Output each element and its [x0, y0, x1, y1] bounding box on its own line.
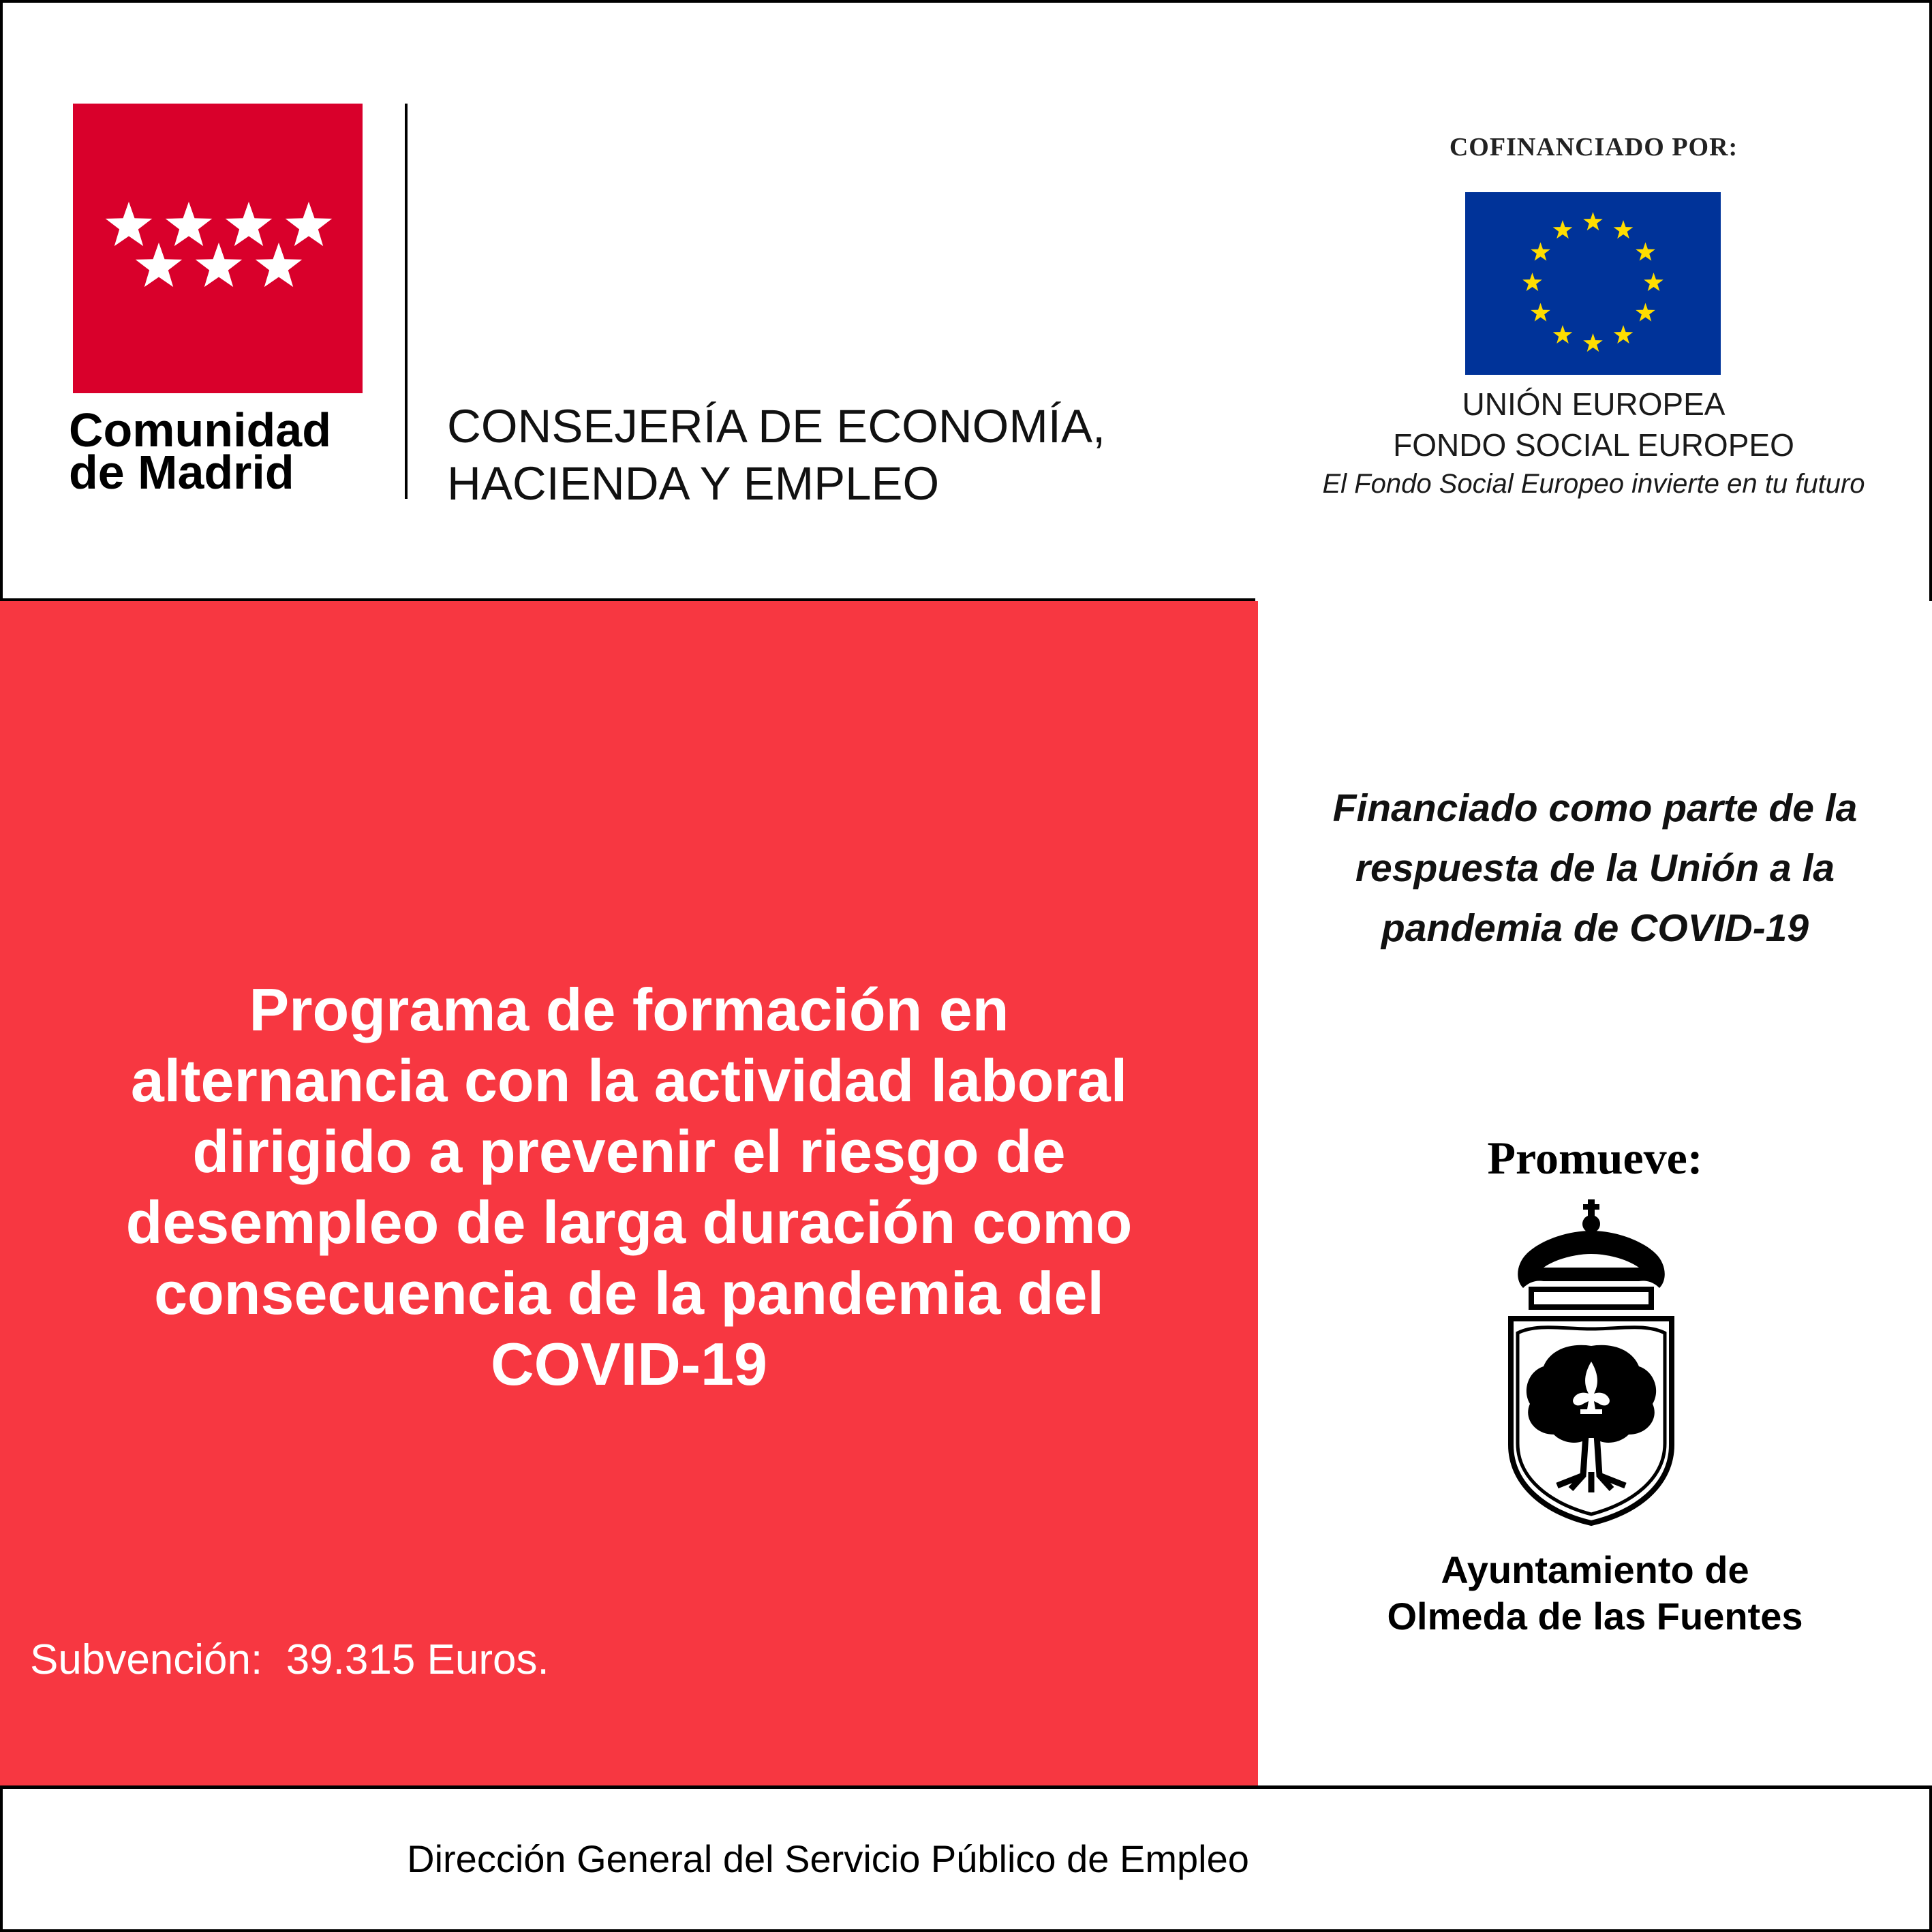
comunidad-madrid-header	[0, 0, 1258, 601]
ayuntamiento-name	[1258, 1547, 1932, 1640]
seven-stars-icon	[73, 104, 363, 393]
promueve-label: Promueve:	[1487, 1132, 1703, 1184]
cofinanciado-label: COFINANCIADO POR:	[1449, 133, 1738, 162]
consejeria-line2: HACIENDA Y EMPLEO	[447, 457, 940, 510]
programa-line: dirigido a prevenir el riesgo de	[192, 1118, 1066, 1185]
ayuntamiento-coat-of-arms-icon	[1503, 1199, 1680, 1527]
programa-line: alternancia con la actividad laboral	[130, 1047, 1128, 1114]
direccion-general: Dirección General del Servicio Público de Empleo	[407, 1837, 1249, 1880]
ayuntamiento-line2: Olmeda de las Fuentes	[1387, 1595, 1803, 1638]
programa-line: Programa de formación en	[249, 976, 1009, 1043]
subvencion-amount: Subvención: 39.315 Euros.	[30, 1636, 549, 1683]
programa-line: COVID-19	[491, 1330, 767, 1398]
financiado-statement	[1258, 778, 1932, 958]
programa-line: consecuencia de la pandemia del	[154, 1259, 1104, 1327]
comunidad-name-line1: Comunidad	[69, 403, 331, 457]
logo-divider	[405, 104, 408, 499]
eu-funding-header	[1255, 0, 1932, 601]
fse-name: FONDO SOCIAL EUROPEO	[1393, 427, 1794, 463]
financiado-line1: Financiado como parte de la	[1332, 786, 1858, 830]
programa-line: desempleo de larga duración como	[125, 1189, 1133, 1256]
programa-title	[41, 975, 1217, 1400]
eu-stars-icon	[1465, 192, 1721, 375]
comunidad-name-line2: de Madrid	[69, 446, 294, 499]
comunidad-madrid-logo	[73, 104, 363, 393]
financiado-line2: respuesta de la Unión a la	[1355, 846, 1835, 890]
consejeria-line1: CONSEJERÍA DE ECONOMÍA,	[447, 400, 1106, 453]
comunidad-madrid-wordmark	[69, 403, 382, 499]
financiado-line3: pandemia de COVID-19	[1381, 906, 1809, 950]
eu-flag-icon	[1465, 192, 1721, 375]
fse-motto: El Fondo Social Europeo invierte en tu futuro	[1322, 469, 1865, 499]
ayuntamiento-line1: Ayuntamiento de	[1441, 1548, 1749, 1591]
consejeria-title	[447, 398, 1231, 512]
eu-name: UNIÓN EUROPEA	[1462, 386, 1726, 422]
